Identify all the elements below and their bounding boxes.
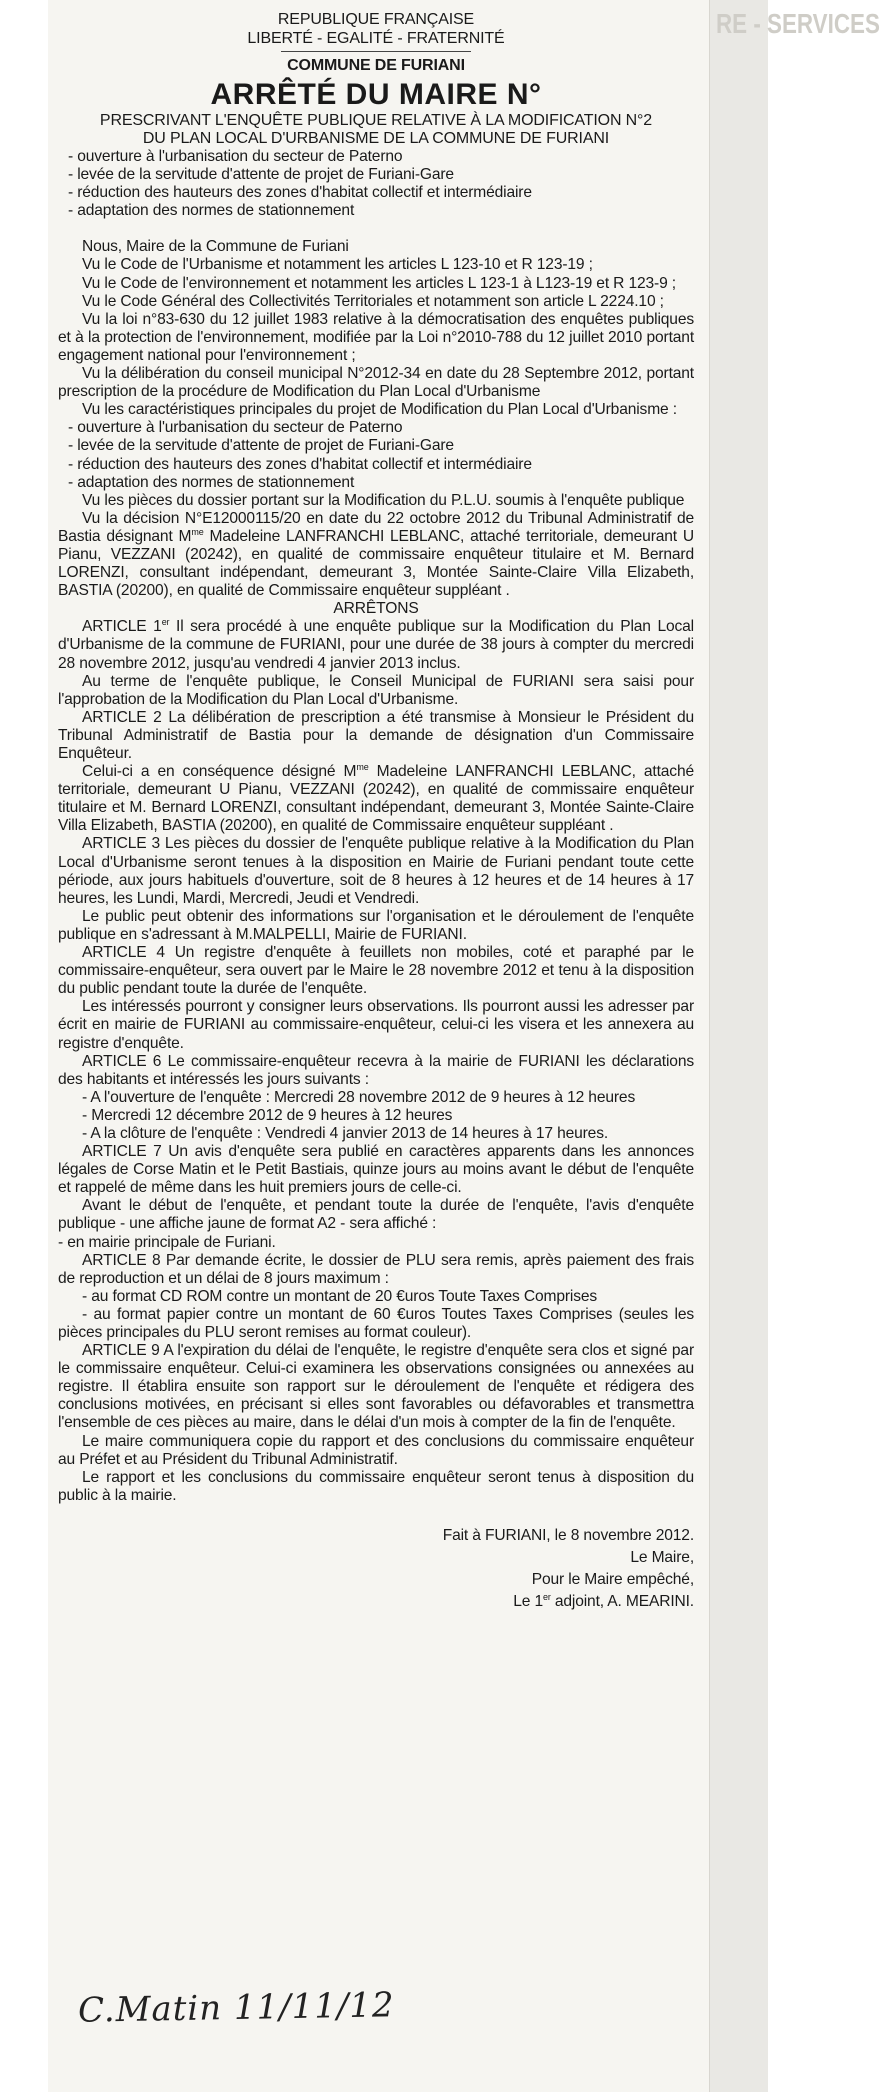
preamble-vu-8: Vu la décision N°E12000115/20 en date du 22 octobre 2012 du Tribunal Administratif de Bastia désignant $M^{me}$ Madeleine LANFRANCHI LEBLANC, attaché territoriale, demeurant U Pianu, VEZZANI (20242), en qualité de commissaire enquêteur titulaire et M. Bernard LORENZI, consultant indépendant, demeurant 3, Montée Sainte-Claire Villa Elizabeth, BASTIA (20200), en qualité de Commissaire enquêteur suppléant . [58, 509, 694, 600]
article-7-line-1: - en mairie principale de Furiani. [58, 1233, 276, 1251]
list-item: - réduction des hauteurs des zones d'habitat collectif et intermédiaire [68, 184, 532, 202]
list-item: - réduction des hauteurs des zones d'habitat collectif et intermédiaire [68, 455, 532, 473]
decree-title: ARRÊTÉ DU MAIRE N° [210, 78, 542, 111]
list-item: - ouverture à l'urbanisation du secteur de Paterno [68, 148, 403, 165]
preamble-vu-6: Vu les caractéristiques principales du projet de Modification du Plan Local d'Urbanisme : [82, 401, 677, 419]
republic-header [58, 10, 694, 52]
article-6-line-2: - Mercredi 12 décembre 2012 de 9 heures à 12 heures [82, 1106, 453, 1124]
preamble-vu-7: Vu les pièces du dossier portant sur la Modification du P.L.U. soumis à l'enquête publique [82, 491, 685, 509]
article-9: ARTICLE 9 A l'expiration du délai de l'enquête, le registre d'enquête sera clos et signé par le commissaire enquêteur. Celui-ci examinera les observations consignées ou annexées au registre. Il établira ensuite son rapport sur le déroulement de l'enquête et rédigera des conclusions motivées, en précisant si elles sont favorables ou défavorables et transmettra l'ensemble de ces pièces au maire, dans le délai d'un mois à compter de la fin de l'enquête. [58, 1342, 694, 1432]
list-item: - levée de la servitude d'attente de projet de Furiani-Gare [68, 166, 454, 184]
signature-empeche: Pour le Maire empêché, [531, 1570, 694, 1588]
preamble-bullet-list [58, 419, 694, 491]
arretons-heading: ARRÊTONS [333, 600, 419, 618]
article-6: ARTICLE 6 Le commissaire-enquêteur recevra à la mairie de FURIANI les déclarations des habitants et intéressés les jours suivants : [58, 1052, 694, 1088]
signature-block [58, 1525, 694, 1613]
legal-notice-column [58, 10, 694, 1613]
republic-motto: LIBERTÉ - EGALITÉ - FRATERNITÉ [247, 30, 505, 47]
header-rule [281, 51, 471, 52]
bleed-heading: RE - SERVICES [716, 8, 880, 39]
article-1: ARTICLE 1er Il sera procédé à une enquête publique sur la Modification du Plan Local d'Urbanisme de la commune de FURIANI, pour une durée de 38 jours à compter du mercredi 28 novembre 2012, jusqu'au vendredi 4 janvier 2013 inclus. [58, 617, 694, 672]
header-bullet-list [58, 148, 694, 220]
commune-name: COMMUNE DE FURIANI [287, 57, 465, 74]
decree-subtitle-1: PRESCRIVANT L'ENQUÊTE PUBLIQUE RELATIVE À LA MODIFICATION N°2 [99, 112, 653, 129]
article-9-paragraph-2: Le maire communiquera copie du rapport et des conclusions du commissaire enquêteur au Préfet et au Président du Tribunal Administratif. [58, 1432, 694, 1468]
decree-subtitle-2: DU PLAN LOCAL D'URBANISME DE LA COMMUNE DE FURIANI [142, 130, 610, 147]
article-4: ARTICLE 4 Un registre d'enquête à feuillets non mobiles, coté et paraphé par le commissaire-enquêteur, sera ouvert par le Maire le 28 novembre 2012 et tenu à la disposition du public pendant toute la durée de l'enquête. [58, 944, 694, 998]
article-7: ARTICLE 7 Un avis d'enquête sera publié en caractères apparents dans les annonces légales de Corse Matin et le Petit Bastiais, quinze jours au moins avant le début de l'enquête et rappelé de même dans les huit premiers jours de celle-ci. [58, 1143, 694, 1197]
preamble-vu-2: Vu le Code de l'environnement et notamment les articles L 123-1 à L123-19 et R 123-9 ; [82, 274, 676, 292]
preamble-vu-1: Vu le Code de l'Urbanisme et notamment les articles L 123-10 et R 123-19 ; [82, 256, 593, 274]
list-item: - adaptation des normes de stationnement [68, 202, 355, 220]
preamble-intro: Nous, Maire de la Commune de Furiani [82, 238, 349, 256]
article-1-paragraph-2: Au terme de l'enquête publique, le Conseil Municipal de FURIANI sera saisi pour l'approbation de la Modification du Plan Local d'Urbanisme. [58, 672, 694, 708]
article-6-line-3: - A la clôture de l'enquête : Vendredi 4 janvier 2013 de 14 heures à 17 heures. [82, 1124, 609, 1142]
article-2: ARTICLE 2 La délibération de prescription a été transmise à Monsieur le Président du Tribunal Administratif de Bastia pour la demande de désignation d'un Commissaire Enquêteur. [58, 708, 694, 762]
republic-name: REPUBLIQUE FRANÇAISE [277, 11, 475, 28]
article-9-paragraph-3: Le rapport et les conclusions du commissaire enquêteur seront tenus à disposition du public à la mairie. [58, 1468, 694, 1504]
preamble-vu-5: Vu la délibération du conseil municipal N°2012-34 en date du 28 Septembre 2012, portant prescription de la procédure de Modification du Plan Local d'Urbanisme [58, 365, 694, 401]
article-2-paragraph-2: Celui-ci a en conséquence désigné $M^{me}$ Madeleine LANFRANCHI LEBLANC, attaché territoriale, demeurant U Pianu, VEZZANI (20242), en qualité de commissaire enquêteur titulaire et M. Bernard LORENZI, consultant indépendant, demeurant 3, Montée Sainte-Claire Villa Elizabeth, BASTIA (20200), en qualité de Commissaire enquêteur suppléant . [58, 761, 695, 835]
signature-place-date: Fait à FURIANI, le 8 novembre 2012. [442, 1526, 694, 1544]
article-3-paragraph-2: Le public peut obtenir des informations sur l'organisation et le déroulement de l'enquête publique en s'adressant à M.MALPELLI, Mairie de FURIANI. [58, 907, 694, 943]
handwritten-source-note: C.Matin 11/11/12 [77, 1985, 395, 2031]
article-3: ARTICLE 3 Les pièces du dossier de l'enquête publique relative à la Modification du Plan Local d'Urbanisme seront tenues à la disposition en Mairie de Furiani pendant toute cette période, aux jours habituels d'ouverture, soit de 8 heures à 12 heures et de 14 heures à 17 heures, les Lundi, Mardi, Mercredi, Jeudi et Vendredi. [58, 835, 694, 907]
article-8-line-1: - au format CD ROM contre un montant de 20 €uros Toute Taxes Comprises [82, 1287, 598, 1305]
preamble-vu-3: Vu le Code Général des Collectivités Territoriales et notamment son article L 2224.10 ; [82, 292, 664, 310]
list-item: - ouverture à l'urbanisation du secteur de Paterno [68, 419, 403, 437]
article-4-paragraph-2: Les intéressés pourront y consigner leurs observations. Ils pourront aussi les adresser par écrit en mairie de FURIANI au commissaire-enquêteur, celui-ci les visera et les annexera au registre d'enquête. [58, 998, 694, 1052]
signature-adjoint: Le 1er adjoint, A. MEARINI. [513, 1591, 694, 1610]
article-8-line-2: - au format papier contre un montant de 60 €uros Toutes Taxes Comprises (seules les pièces principales du PLU seront remises au format couleur). [58, 1305, 694, 1341]
article-6-line-1: - A l'ouverture de l'enquête : Mercredi 28 novembre 2012 de 9 heures à 12 heures [82, 1088, 636, 1106]
list-item: - levée de la servitude d'attente de projet de Furiani-Gare [68, 437, 454, 455]
article-7-paragraph-2: Avant le début de l'enquête, et pendant toute la durée de l'enquête, l'avis d'enquête publique - une affiche jaune de format A2 - sera affiché : [58, 1197, 694, 1233]
adjacent-column-bleed [709, 0, 880, 2092]
list-item: - adaptation des normes de stationnement [68, 473, 355, 491]
preamble-vu-4: Vu la loi n°83-630 du 12 juillet 1983 relative à la démocratisation des enquêtes publiques et à la protection de l'environnement, modifiée par la Loi n°2010-788 du 12 juillet 2010 portant engagement national pour l'environnement ; [58, 310, 694, 364]
article-8: ARTICLE 8 Par demande écrite, le dossier de PLU sera remis, après paiement des frais de reproduction et un délai de 8 jours maximum : [58, 1251, 694, 1287]
signature-maire: Le Maire, [630, 1548, 694, 1566]
